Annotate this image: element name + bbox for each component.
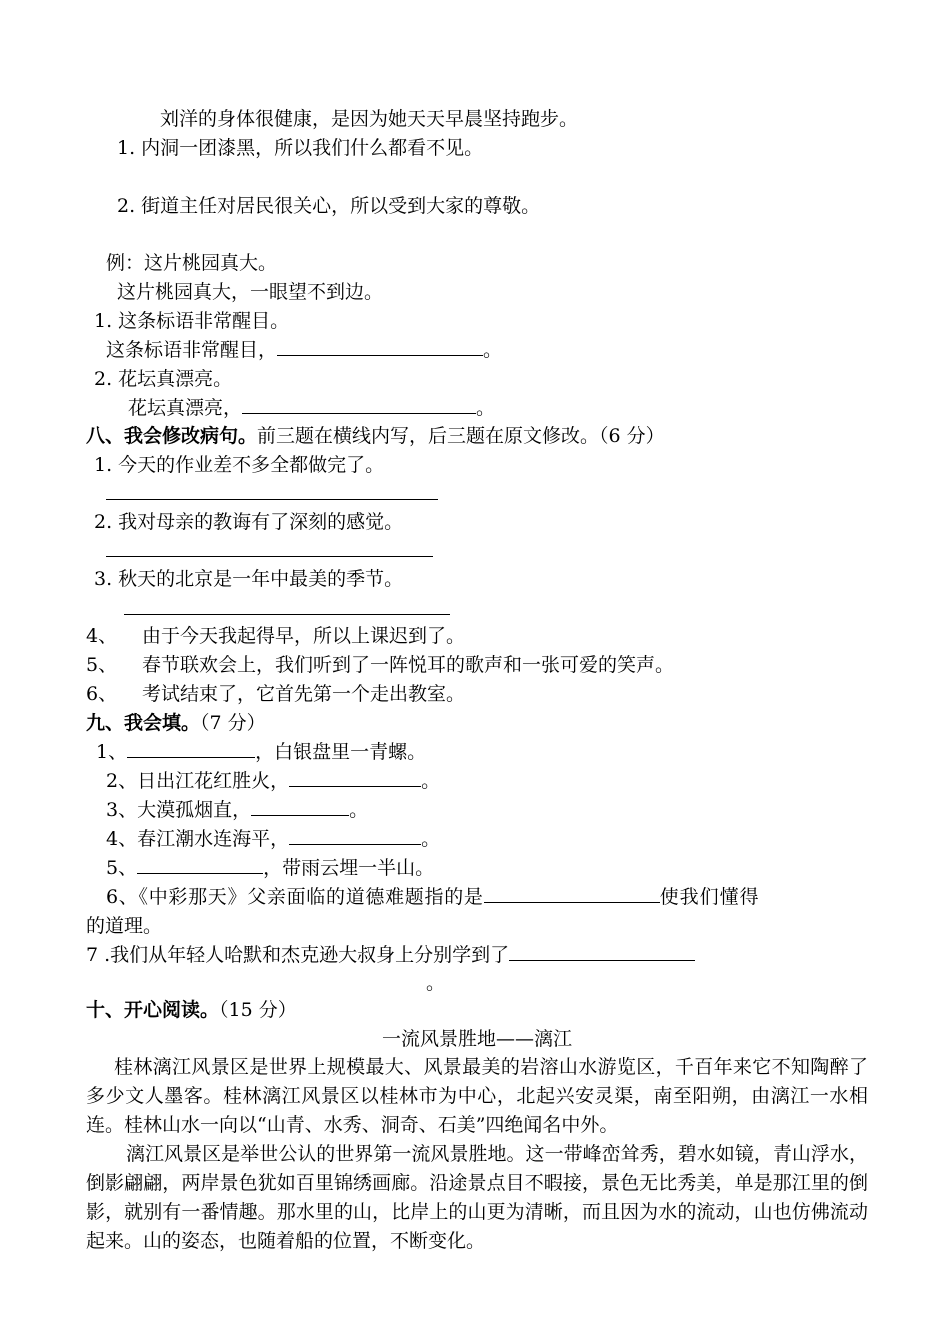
expand-answer-2-prefix: 花坛真漂亮， [128,397,243,419]
section-9-header [86,710,266,736]
item-text: 3、大漠孤烟直， [106,799,252,821]
expand-answer-1-suffix: 。 [483,339,503,361]
item-text: 。 [421,828,441,850]
section-8-header [86,423,665,449]
item-number: 5、 [86,654,118,676]
section-10-header [86,997,297,1023]
question-6-cont: 的道理。 [86,915,163,937]
answer-blank[interactable] [289,826,421,845]
poem-fill-4 [106,826,440,852]
poem-fill-2 [106,768,440,794]
answer-blank[interactable] [251,797,349,816]
expand-sentence-2: 2. 花坛真漂亮。 [94,368,233,390]
poem-fill-5 [106,855,434,881]
exercise-sentence-2: 2. 街道主任对居民很关心，所以受到大家的尊敬。 [117,195,541,217]
section-8-heading: 八、我会修改病句。 [86,425,258,447]
section-10-score: （15 分） [219,999,297,1021]
example-answer: 这片桃园真大，一眼望不到边。 [117,281,384,303]
faulty-sentence-1: 1. 今天的作业差不多全都做完了。 [94,454,385,476]
item-text: 4、春江潮水连海平， [106,828,290,850]
answer-blank[interactable] [277,337,483,356]
item-text: 考试结束了，它首先第一个走出教室。 [142,683,466,705]
faulty-sentence-6 [86,681,465,707]
exercise-sentence-1: 1. 内洞一团漆黑，所以我们什么都看不见。 [117,137,484,159]
item-text: 。 [349,799,369,821]
item-text: ，带雨云埋一半山。 [263,857,435,879]
answer-blank[interactable] [509,942,695,961]
example-label: 例：这片桃园真大。 [106,252,278,274]
item-text: 春节联欢会上，我们听到了一阵悦耳的歌声和一张可爱的笑声。 [142,654,675,676]
answer-blank[interactable] [289,768,421,787]
answer-blank[interactable] [127,739,255,758]
item-number: 6、 [86,683,118,705]
question-7 [86,942,695,968]
section-9-heading: 九、我会填。 [86,712,201,734]
poem-fill-1 [96,739,426,765]
question-7-end: 。 [426,972,446,994]
section-9-score: （7 分） [200,712,266,734]
item-text: 2、日出江花红胜火， [106,770,290,792]
item-text: 。 [421,770,441,792]
faulty-sentence-3: 3. 秋天的北京是一年中最美的季节。 [94,568,404,590]
faulty-sentence-5 [86,652,674,678]
item-text: 使我们懂得 [659,886,760,908]
answer-line[interactable] [124,614,450,615]
item-text: ，白银盘里一青螺。 [255,741,427,763]
item-number: 5、 [106,857,138,879]
section-8-instruction: 前三题在横线内写，后三题在原文修改。（6 分） [257,425,665,447]
passage-title: 一流风景胜地——漓江 [381,1028,572,1050]
item-text: 由于今天我起得早，所以上课迟到了。 [142,625,466,647]
expand-answer-2 [128,395,495,421]
faulty-sentence-4 [86,623,465,649]
item-text: 7 .我们从年轻人哈默和杰克逊大叔身上分别学到了 [86,944,510,966]
answer-line[interactable] [106,499,438,500]
answer-blank[interactable] [242,395,476,414]
expand-answer-1 [106,337,502,363]
item-text: 6、《中彩那天》父亲面临的道德难题指的是 [106,886,484,908]
poem-fill-3 [106,797,368,823]
answer-blank[interactable] [484,884,660,903]
example-sentence: 刘洋的身体很健康，是因为她天天早晨坚持跑步。 [160,108,579,130]
question-6 [106,884,760,910]
answer-line[interactable] [106,556,433,557]
item-number: 4、 [86,625,118,647]
passage-paragraph-1: 桂林漓江风景区是世界上规模最大、风景最美的岩溶山水游览区，千百年来它不知陶醉了多少文人墨客。桂林漓江风景区以桂林市为中心，北起兴安灵渠，南至阳朔，由漓江一水相连。桂林山水一向以“山青、水秀、洞奇、石美”四绝闻名中外。 [86,1056,868,1136]
section-10-heading: 十、开心阅读。 [86,999,220,1021]
expand-sentence-1: 1. 这条标语非常醒目。 [94,310,290,332]
item-number: 1、 [96,741,128,763]
expand-answer-2-suffix: 。 [476,397,496,419]
expand-answer-1-prefix: 这条标语非常醒目， [106,339,278,361]
faulty-sentence-2: 2. 我对母亲的教诲有了深刻的感觉。 [94,511,404,533]
answer-blank[interactable] [137,855,263,874]
passage-paragraph-2: 漓江风景区是举世公认的世界第一流风景胜地。这一带峰峦耸秀，碧水如镜，青山浮水，倒影翩翩，两岸景色犹如百里锦绣画廊。沿途景点目不暇接，景色无比秀美，单是那江里的倒影，就别有一番情趣。那水里的山，比岸上的山更为清晰，而且因为水的流动，山也仿佛流动起来。山的姿态，也随着船的位置，不断变化。 [86,1143,868,1252]
